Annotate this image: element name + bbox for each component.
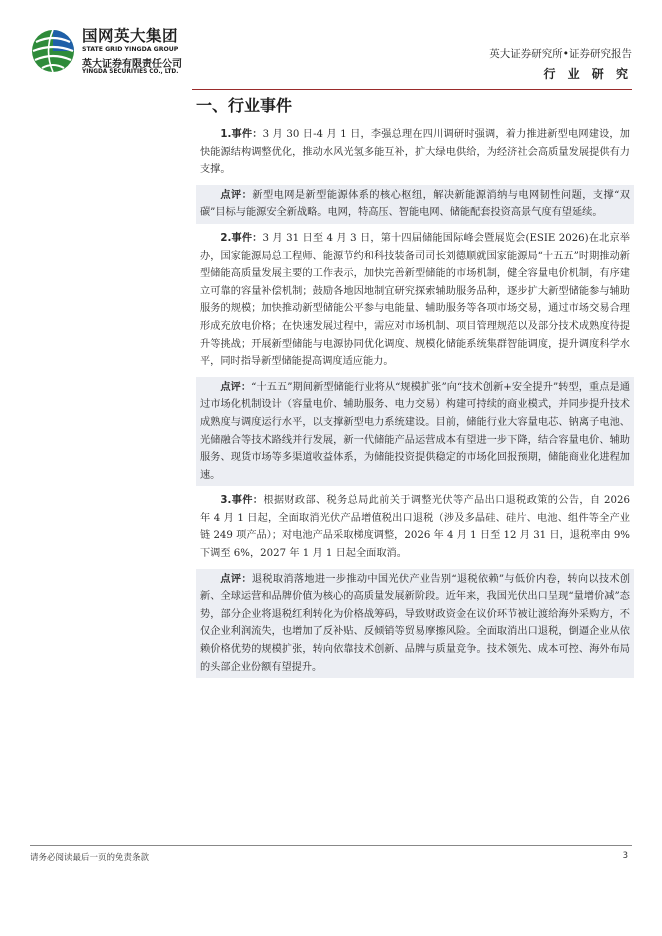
state-grid-globe-icon (30, 28, 76, 74)
report-series-label: 英大证券研究所•证券研究报告 (489, 48, 632, 60)
logo-group-name: 国网英大集团 (82, 27, 179, 45)
footer-disclaimer: 请务必阅读最后一页的免责条款 (30, 853, 150, 863)
section-title: 一、行业事件 (196, 96, 293, 115)
paragraph-text: 3 月 31 日至 4 月 3 日，第十四届储能国际峰会暨展览会(ESIE 2026)在北京举办，国家能源局总工程师、能源节约和科技装备司司长刘德顺就国家能源局“十五五”时期推动新型储能高质量发展主要的工作表示，加快完善新型储能的市场机制，健全容量电价机制，有序建立可靠的容量补偿机制；鼓励各地因地制宜研究探索辅助服务品种，逐步扩大新型储能参与辅助服务的规模；加快推动新型储能公平参与电能量、辅助服务等各项市场交易，通过市场交易合理形成充放电价格；在快速发展过程中，需应对市场机制、项目管理规范以及部分技术成熟度待提升等挑战；开展新型储能与电源协同优化调度、规模化储能系统集群智能调度，提升调度科学水平，同时指导新型储能提高调度适应能力。 (200, 232, 630, 368)
event-1-paragraph (196, 124, 634, 181)
paragraph-lead: 点评： (220, 573, 252, 585)
paragraph-lead: 点评： (220, 381, 252, 393)
paragraph-text: “十五五”期间新型储能行业将从“规模扩张”向“技术创新+安全提升”转型，重点是通过市场化机制设计（容量电价、辅助服务、电力交易）构建可持续的商业模式，并同步提升技术成熟度与调度运行水平，以支撑新型电力系统建设。目前，储能行业大容量电芯、钠离子电池、光储融合等技术路线并行发展，新一代储能产品运营成本有望进一步下降，结合容量电价、辅助服务、现货市场等多渠道收益体系，为储能投资提供稳定的市场化回报预期，储能商业化进程加速。 (200, 381, 630, 481)
logo-company-name: 英大证券有限责任公司 (82, 59, 182, 70)
event-3-paragraph (196, 490, 634, 564)
comment-3-paragraph (196, 569, 634, 679)
page-number: 3 (622, 851, 628, 861)
paragraph-text: 3 月 30 日-4 月 1 日，李强总理在四川调研时强调，着力推进新型电网建设，加快能源结构调整优化，推动水风光氢多能互补，扩大绿电供给，为经济社会高质量发展提供有力支撑。 (200, 129, 630, 176)
paragraph-lead: 2.事件： (220, 232, 263, 244)
article-body (196, 124, 634, 682)
header-divider (192, 89, 632, 90)
event-2-paragraph (196, 228, 634, 373)
paragraph-text: 根据财政部、税务总局此前关于调整光伏等产品出口退税政策的公告，自 2026 年 4 月 1 日起，全面取消光伏产品增值税出口退税（涉及多晶硅、硅片、电池、组件等全产业链 249 项产品）；对电池产品采取梯度调整，2026 年 4 月 1 日至 12 月 31 日，退税率由 9%下调至 6%，2027 年 1 月 1 日起全面取消。 (200, 495, 630, 560)
company-logo (26, 22, 226, 78)
logo-company-name-en: YINGDA SECURITIES CO., LTD. (82, 69, 179, 75)
comment-2-paragraph (196, 377, 634, 487)
footer-divider (30, 845, 632, 846)
paragraph-text: 新型电网是新型能源体系的核心枢纽，解决新能源消纳与电网韧性问题，支撑“双碳”目标与能源安全新战略。电网，特高压、智能电网、储能配套投资高景气度有望延续。 (200, 189, 630, 219)
paragraph-lead: 点评： (220, 189, 253, 201)
logo-group-name-en: STATE GRID YINGDA GROUP (82, 46, 179, 53)
report-type-label: 行 业 研 究 (543, 67, 632, 81)
comment-1-paragraph (196, 185, 634, 224)
paragraph-text: 退税取消落地进一步推动中国光伏产业告别“退税依赖”与低价内卷，转向以技术创新、全球运营和品牌价值为核心的高质量发展新阶段。近年来，我国光伏出口呈现“量增价减”态势，部分企业将退税红利转化为价格战筹码，导致财政资金在议价环节被让渡给海外采购方，不仅企业利润流失，也增加了反补贴、反倾销等贸易摩擦风险。全面取消出口退税，倒逼企业从依赖价格优势的规模扩张，转向依靠技术创新、品牌与质量竞争。技术领先、成本可控、海外布局的头部企业份额有望提升。 (200, 573, 631, 673)
paragraph-lead: 3.事件： (220, 495, 264, 507)
paragraph-lead: 1.事件： (220, 129, 263, 140)
page-header (0, 0, 662, 96)
